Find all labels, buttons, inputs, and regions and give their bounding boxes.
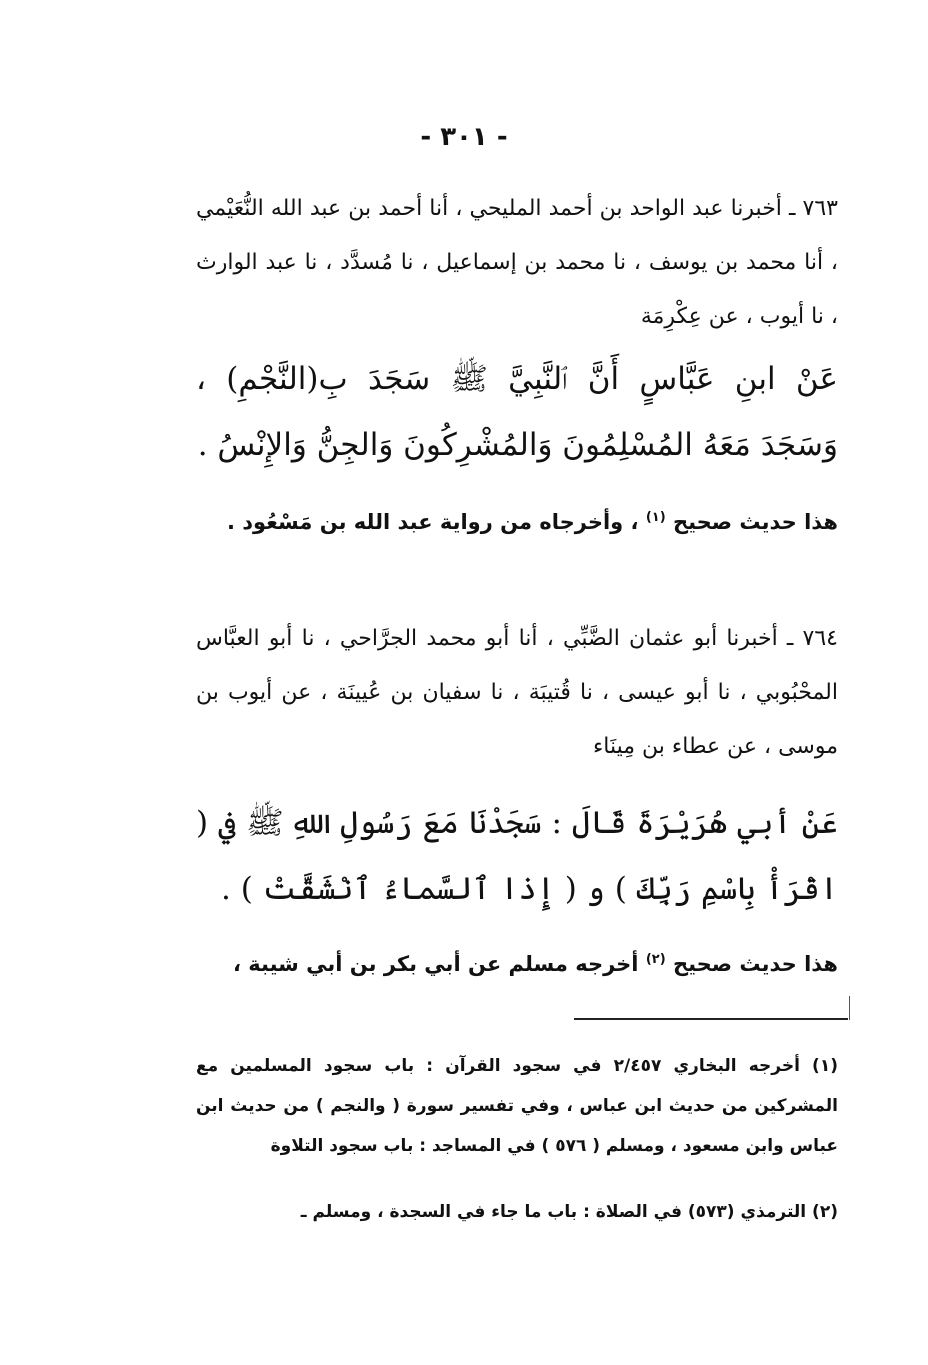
narration-chain-763: ٧٦٣ ـ أخبرنا عبد الواحد بن أحمد المليحي ، أنا أحمد بن عبد الله النُّعَيْمي ، أنا محمد بن يوسف ، نا محمد بن إسماعيل ، نا مُسدَّد ، نا عبد الوارث ، نا أيوب ، عن عِكْرِمَة [196,196,838,329]
footnote-separator [574,1018,848,1020]
footnote-1: (١) أخرجه البخاري ٢/٤٥٧ في سجود القرآن : باب سجود المسلمين مع المشركين من حديث ابن عباس ، وفي تفسير سورة ( والنجم ) من حديث ابن عباس وابن مسعود ، ومسلم ( ٥٧٦ ) في المساجد : باب سجود التلاوة [196,1056,838,1156]
grading-label: هذا حديث صحيح [672,510,838,534]
grading-label: هذا حديث صحيح [672,952,838,976]
grading-detail: أخرجه مسلم عن أبي بكر بن أبي شيبة ، [232,952,639,976]
margin-mark [849,996,850,1020]
footnote-reference-2[interactable]: (٢) [645,952,666,967]
grading-764 [196,934,838,990]
grading-detail: ، وأخرجاه من رواية عبد الله بن مَسْعُود . [226,510,639,534]
footnote-2: (٢) الترمذي (٥٧٣) في الصلاة : باب ما جاء في السجدة ، ومسلم ـ [300,1202,838,1222]
page-number: - ٣٠١ - [420,122,508,152]
hadith-text-764: عَنْ أبي هُرَيْرَةَ قَالَ : سَجَدْنَا مَعَ رَسُولِ اللهِ ﷺ في ( اقْرَأْ بِاسْمِ رَبِّكَ ) و ( إِذا ٱلسَّماءُ ٱنْشَقَّتْ ) . [196,805,838,907]
grading-763 [196,492,838,548]
narration-chain-764: ٧٦٤ ـ أخبرنا أبو عثمان الضَّبِّي ، أنا أبو محمد الجرَّاحي ، نا أبو العبَّاس المحْبُوبي ، نا أبو عيسى ، نا قُتيبَة ، نا سفيان بن عُيينَة ، عن أيوب بن موسى ، عن عطاء بن مِينَاء [196,626,838,759]
hadith-text-763: عَنْ ابنِ عَبَّاسٍ أَنَّ ٱلنَّبِيَّ ﷺ سَجَدَ بِ(النَّجْمِ) ، وَسَجَدَ مَعَهُ المُسْلِمُونَ وَالمُشْرِكُونَ وَالجِنُّ وَالإِنْسُ . [196,361,838,463]
footnote-reference-1[interactable]: (١) [645,510,666,525]
